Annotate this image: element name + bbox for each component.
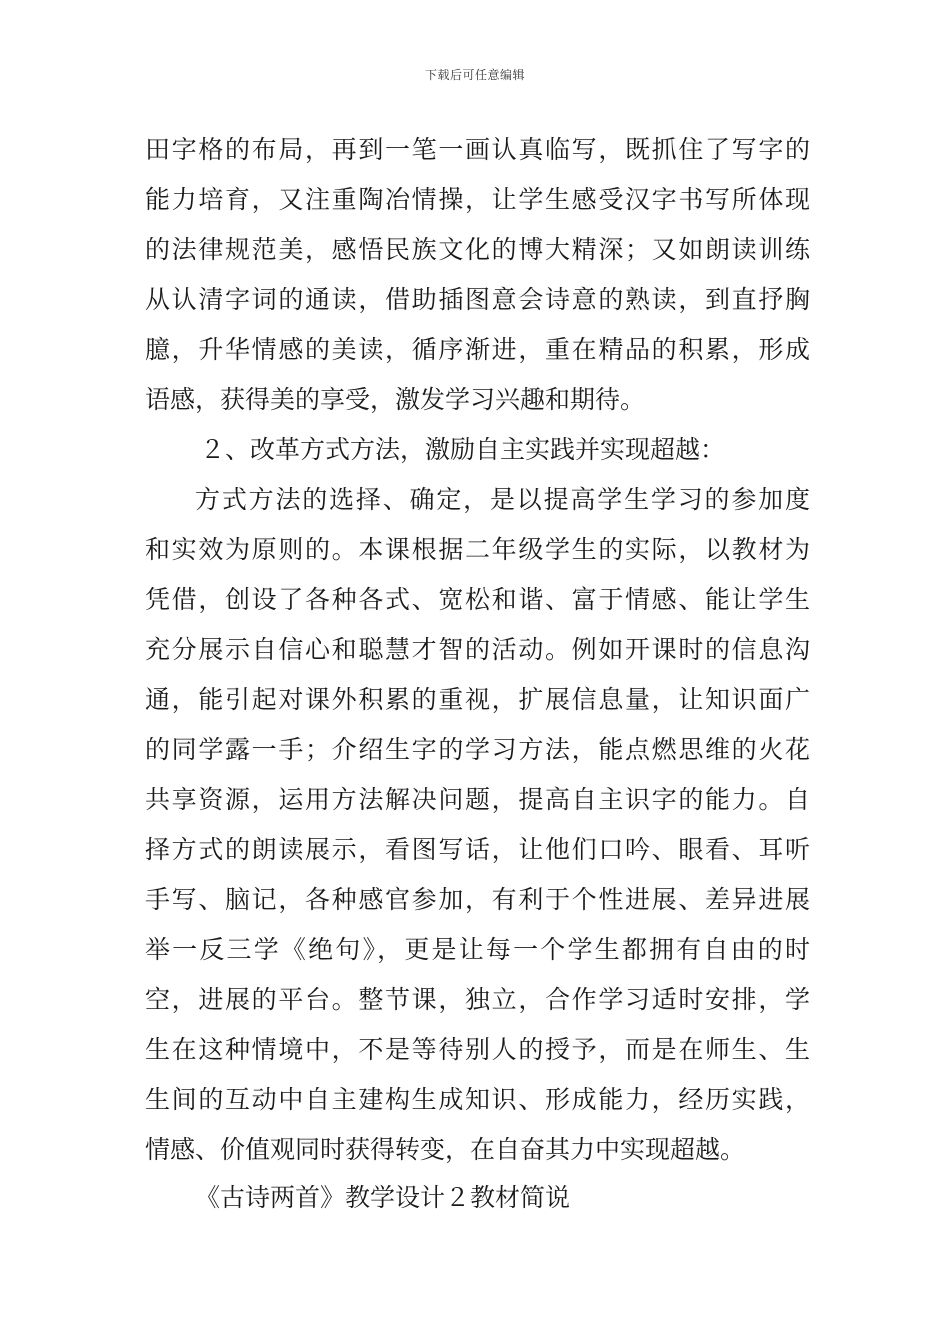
text-line: 空，进展的平台。整节课，独立，合作学习适时安排，学 — [145, 985, 810, 1014]
text-line: 和实效为原则的。本课根据二年级学生的实际，以教材为 — [145, 535, 810, 564]
text-line: 田字格的布局，再到一笔一画认真临写，既抓住了写字的 — [145, 135, 810, 164]
section-title: 《古诗两首》教学设计２教材简说 — [195, 1183, 571, 1212]
text-line: 择方式的朗读展示，看图写话，让他们口吟、眼看、耳听 — [145, 835, 810, 864]
section-heading: ２、改革方式方法，激励自主实践并实现超越： — [200, 435, 726, 464]
text-line: 共享资源，运用方法解决问题，提高自主识字的能力。自 — [145, 785, 810, 814]
text-line: 的法律规范美，感悟民族文化的博大精深；又如朗读训练 — [145, 235, 810, 264]
text-line: 从认清字词的通读，借助插图意会诗意的熟读，到直抒胸 — [145, 285, 810, 314]
text-line: 通，能引起对课外积累的重视，扩展信息量，让知识面广 — [145, 685, 810, 714]
text-line: 的同学露一手；介绍生字的学习方法，能点燃思维的火花 — [145, 735, 810, 764]
text-line: 手写、脑记，各种感官参加，有利于个性进展、差异进展 — [145, 885, 810, 914]
text-line: 举一反三学《绝句》，更是让每一个学生都拥有自由的时 — [145, 935, 810, 964]
page-header: 下载后可任意编辑 — [424, 68, 525, 82]
text-line: 情感、价值观同时获得转变，在自奋其力中实现超越。 — [145, 1135, 746, 1164]
text-line: 生在这种情境中，不是等待别人的授予，而是在师生、生 — [145, 1035, 810, 1064]
text-line: 语感，获得美的享受，激发学习兴趣和期待。 — [145, 385, 646, 414]
text-line: 臆，升华情感的美读，循序渐进，重在精品的积累，形成 — [145, 335, 810, 364]
text-line: 能力培育，又注重陶冶情操，让学生感受汉字书写所体现 — [145, 185, 810, 214]
text-line: 方式方法的选择、确定，是以提高学生学习的参加度 — [195, 485, 810, 514]
text-line: 凭借，创设了各种各式、宽松和谐、富于情感、能让学生 — [145, 585, 810, 614]
text-line: 充分展示自信心和聪慧才智的活动。例如开课时的信息沟 — [145, 635, 810, 664]
text-line: 生间的互动中自主建构生成知识、形成能力，经历实践， — [145, 1085, 810, 1114]
